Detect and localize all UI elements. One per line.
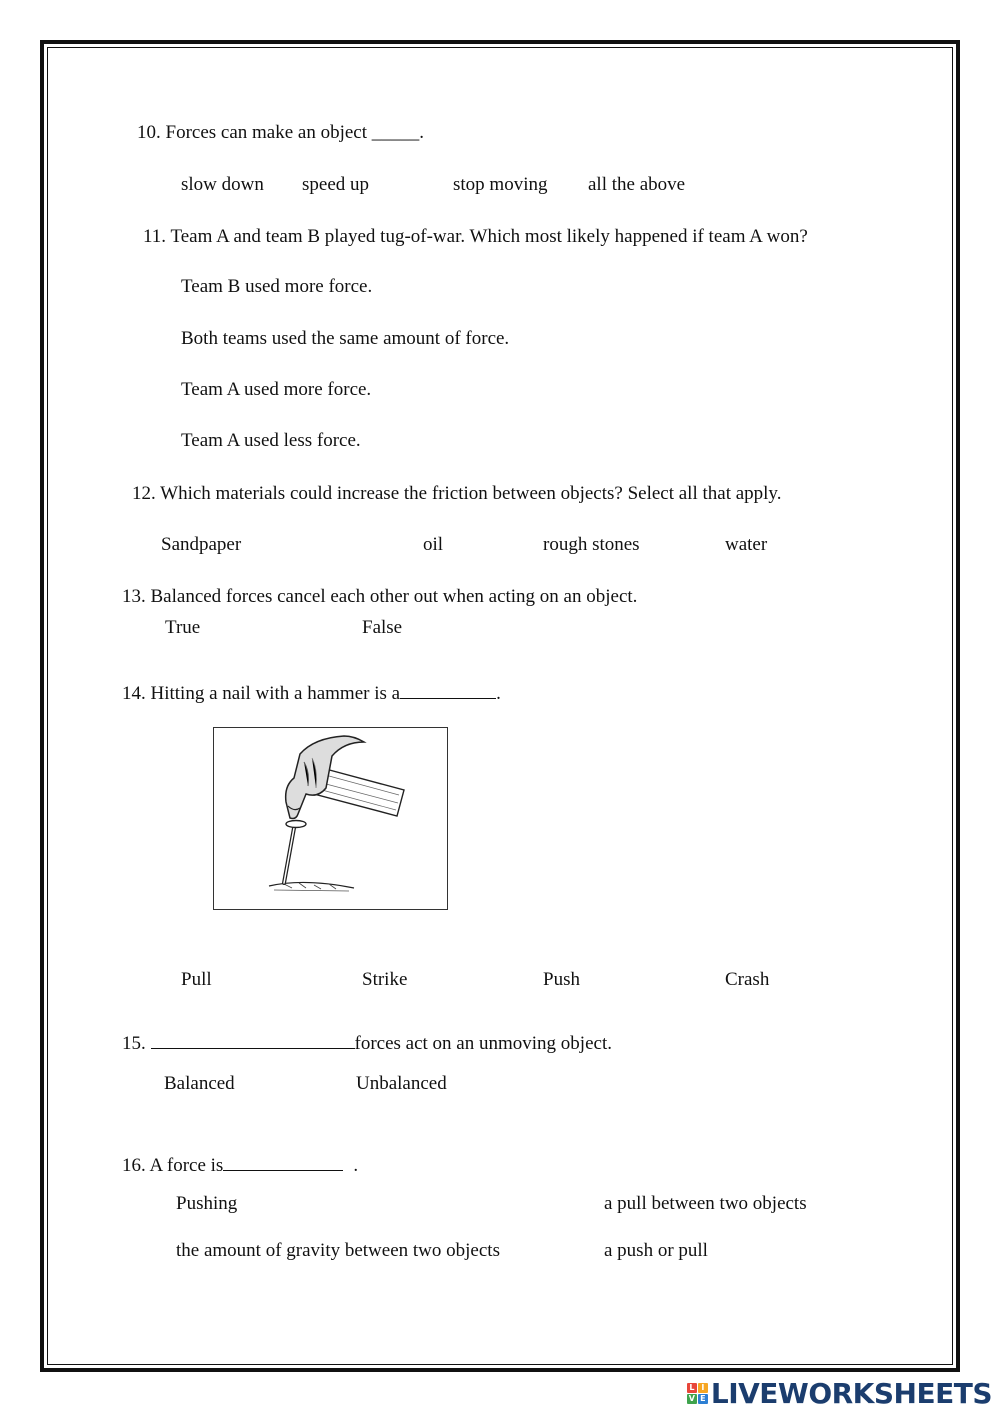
q14-option-strike[interactable]: Strike <box>362 969 408 990</box>
q14-prompt-end: . <box>496 683 501 704</box>
brand-name: LIVEWORKSHEETS <box>710 1376 992 1410</box>
q10-option-slow-down[interactable]: slow down <box>181 174 264 195</box>
logo-tile-e: E <box>698 1394 708 1404</box>
hammer-icon <box>214 728 446 908</box>
logo-tiles-icon <box>687 1383 708 1404</box>
q14-answer-blank[interactable] <box>400 683 496 699</box>
q15-answer-blank[interactable] <box>151 1033 355 1049</box>
q12-option-water[interactable]: water <box>725 534 768 555</box>
q13-option-true[interactable]: True <box>165 617 201 638</box>
q11-prompt: 11. Team A and team B played tug-of-war. Which most likely happened if team A won? <box>143 226 808 247</box>
q15-prompt-number: 15. <box>122 1033 151 1054</box>
q14-prompt <box>122 683 501 703</box>
q14-option-push[interactable]: Push <box>543 969 580 990</box>
q14-prompt-text: 14. Hitting a nail with a hammer is a <box>122 683 401 704</box>
q16-prompt-end: . <box>353 1155 359 1176</box>
q14-option-crash[interactable]: Crash <box>725 969 770 990</box>
q11-option-team-a-more[interactable]: Team A used more force. <box>181 379 372 400</box>
q16-option-push-or-pull[interactable]: a push or pull <box>604 1240 708 1261</box>
q12-option-rough-stones[interactable]: rough stones <box>543 534 640 555</box>
q15-prompt-text: forces act on an unmoving object. <box>354 1033 612 1054</box>
q10-option-speed-up[interactable]: speed up <box>302 174 370 195</box>
logo-tile-v: V <box>688 1393 695 1403</box>
q16-answer-blank[interactable] <box>223 1155 343 1171</box>
q13-option-false[interactable]: False <box>362 617 403 638</box>
liveworksheets-logo[interactable] <box>687 1378 992 1408</box>
q10-option-all-the-above[interactable]: all the above <box>588 174 686 195</box>
q16-option-pull-between[interactable]: a pull between two objects <box>604 1193 807 1214</box>
q12-option-sandpaper[interactable]: Sandpaper <box>161 534 242 555</box>
q15-option-balanced[interactable]: Balanced <box>164 1073 235 1094</box>
hammer-nail-illustration <box>213 727 448 910</box>
q12-prompt: 12. Which materials could increase the friction between objects? Select all that apply. <box>132 483 782 504</box>
q11-option-same-force[interactable]: Both teams used the same amount of force. <box>181 328 510 349</box>
q15-option-unbalanced[interactable]: Unbalanced <box>356 1073 447 1094</box>
q16-option-gravity-amount[interactable]: the amount of gravity between two objects <box>176 1240 500 1261</box>
logo-tile-i: I <box>698 1383 708 1393</box>
q12-option-oil[interactable]: oil <box>423 534 444 555</box>
logo-tile-l: L <box>687 1383 697 1393</box>
q15-prompt <box>122 1033 612 1053</box>
q11-option-team-b-more[interactable]: Team B used more force. <box>181 276 373 297</box>
q10-option-stop-moving[interactable]: stop moving <box>453 174 548 195</box>
q10-prompt: 10. Forces can make an object _____. <box>137 122 425 143</box>
q16-prompt-text: 16. A force is <box>122 1155 224 1176</box>
q16-prompt <box>122 1155 358 1175</box>
q14-option-pull[interactable]: Pull <box>181 969 212 990</box>
q11-option-team-a-less[interactable]: Team A used less force. <box>181 430 361 451</box>
q16-option-pushing[interactable]: Pushing <box>176 1193 238 1214</box>
q13-prompt: 13. Balanced forces cancel each other out when acting on an object. <box>122 586 638 607</box>
